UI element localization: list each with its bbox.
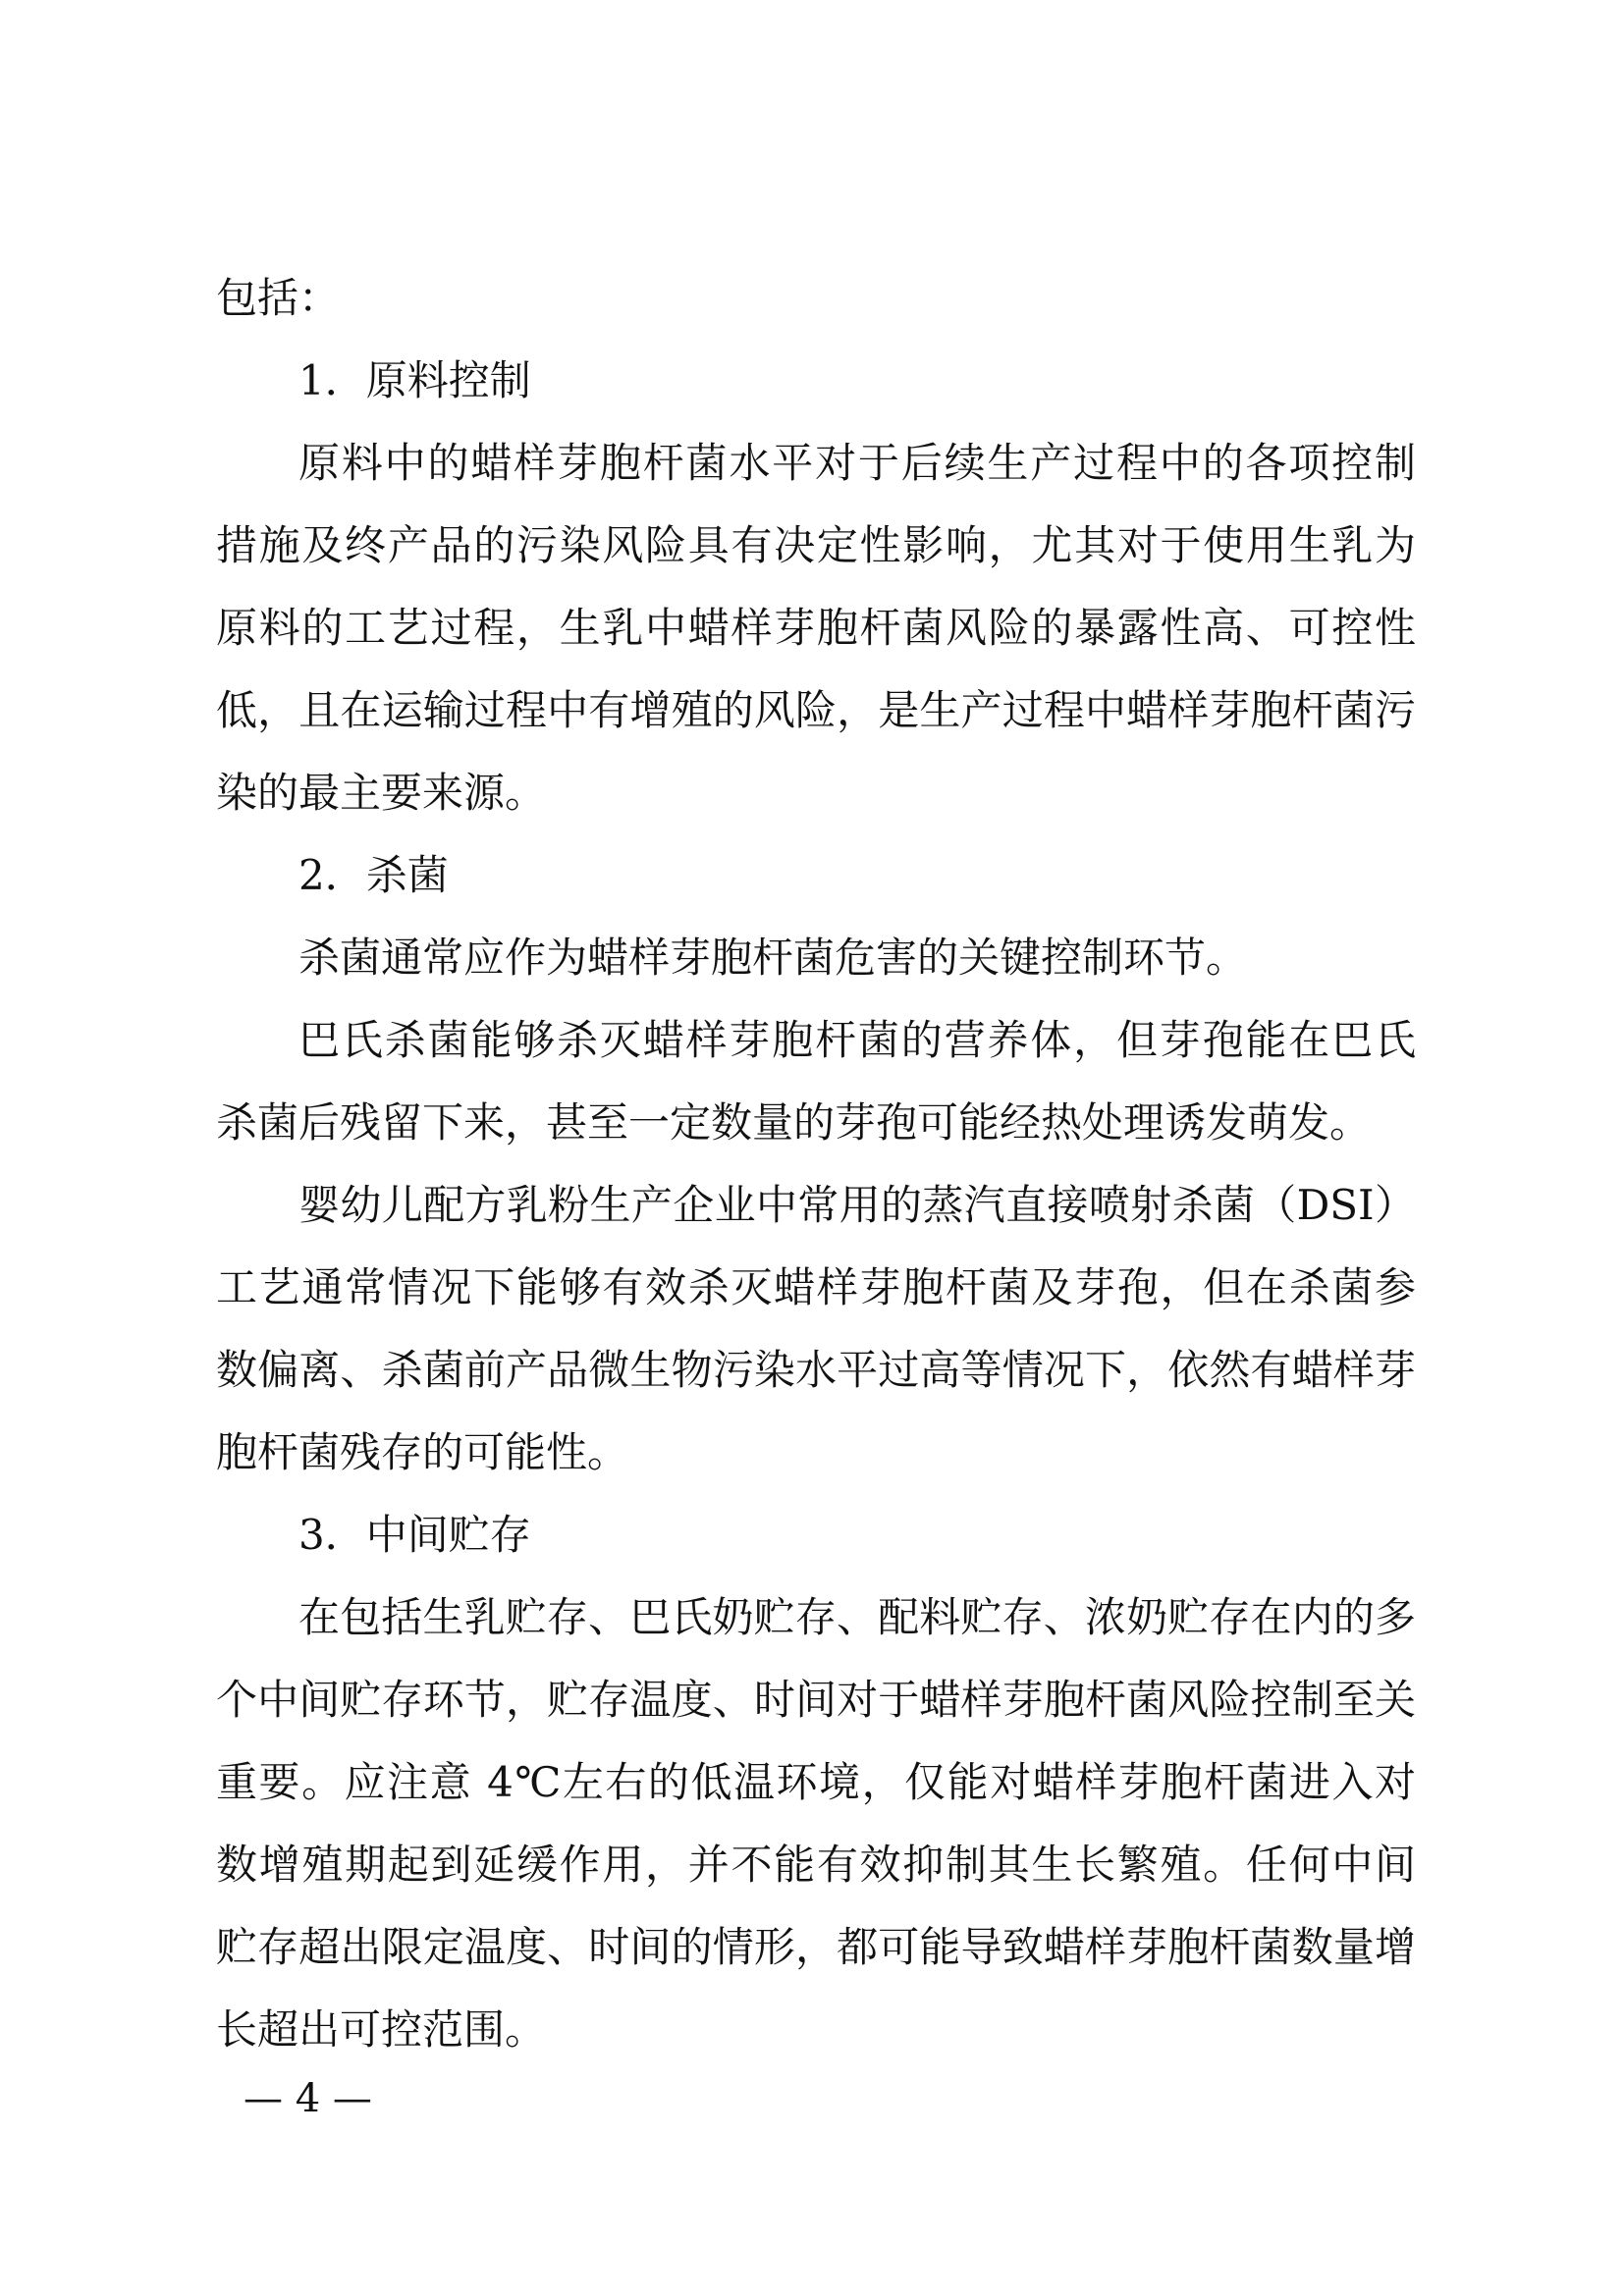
paragraph-line: 数增殖期起到延缓作用，并不能有效抑制其生长繁殖。任何中间 bbox=[216, 1841, 1416, 1889]
paragraph-line: 低，且在运输过程中有增殖的风险，是生产过程中蜡样芽胞杆菌污 bbox=[216, 686, 1416, 734]
paragraph-line: 杀菌后残留下来，甚至一定数量的芽孢可能经热处理诱发萌发。 bbox=[216, 1098, 1372, 1147]
paragraph-line: 杀菌通常应作为蜡样芽胞杆菌危害的关键控制环节。 bbox=[298, 934, 1248, 982]
text-line-intro: 包括： bbox=[216, 274, 341, 322]
paragraph-line: 胞杆菌残存的可能性。 bbox=[216, 1428, 629, 1476]
page-number: — 4 — bbox=[244, 2076, 372, 2121]
paragraph-line: 贮存超出限定温度、时间的情形，都可能导致蜡样芽胞杆菌数量增 bbox=[216, 1923, 1416, 1971]
document-body bbox=[216, 257, 1416, 2071]
section-heading-raw-material-control: 1．原料控制 bbox=[298, 356, 531, 404]
paragraph-line: 重要。应注意 4℃左右的低温环境，仅能对蜡样芽胞杆菌进入对 bbox=[216, 1758, 1416, 1806]
paragraph-line: 工艺通常情况下能够有效杀灭蜡样芽胞杆菌及芽孢，但在杀菌参 bbox=[216, 1263, 1416, 1311]
paragraph-line: 染的最主要来源。 bbox=[216, 769, 547, 817]
paragraph-line: 在包括生乳贮存、巴氏奶贮存、配料贮存、浓奶贮存在内的多 bbox=[298, 1593, 1416, 1641]
paragraph-line: 原料中的蜡样芽胞杆菌水平对于后续生产过程中的各项控制 bbox=[298, 439, 1416, 487]
paragraph-line: 措施及终产品的污染风险具有决定性影响，尤其对于使用生乳为 bbox=[216, 521, 1416, 569]
paragraph-line: 原料的工艺过程，生乳中蜡样芽胞杆菌风险的暴露性高、可控性 bbox=[216, 604, 1416, 652]
section-heading-intermediate-storage: 3．中间贮存 bbox=[298, 1511, 531, 1559]
paragraph-line: 婴幼儿配方乳粉生产企业中常用的蒸汽直接喷射杀菌（DSI） bbox=[298, 1181, 1416, 1229]
paragraph-line: 长超出可控范围。 bbox=[216, 2005, 547, 2054]
section-heading-sterilization: 2．杀菌 bbox=[298, 851, 449, 899]
paragraph-line: 巴氏杀菌能够杀灭蜡样芽胞杆菌的营养体，但芽孢能在巴氏 bbox=[298, 1016, 1416, 1064]
paragraph-line: 数偏离、杀菌前产品微生物污染水平过高等情况下，依然有蜡样芽 bbox=[216, 1346, 1416, 1394]
paragraph-line: 个中间贮存环节，贮存温度、时间对于蜡样芽胞杆菌风险控制至关 bbox=[216, 1676, 1416, 1724]
